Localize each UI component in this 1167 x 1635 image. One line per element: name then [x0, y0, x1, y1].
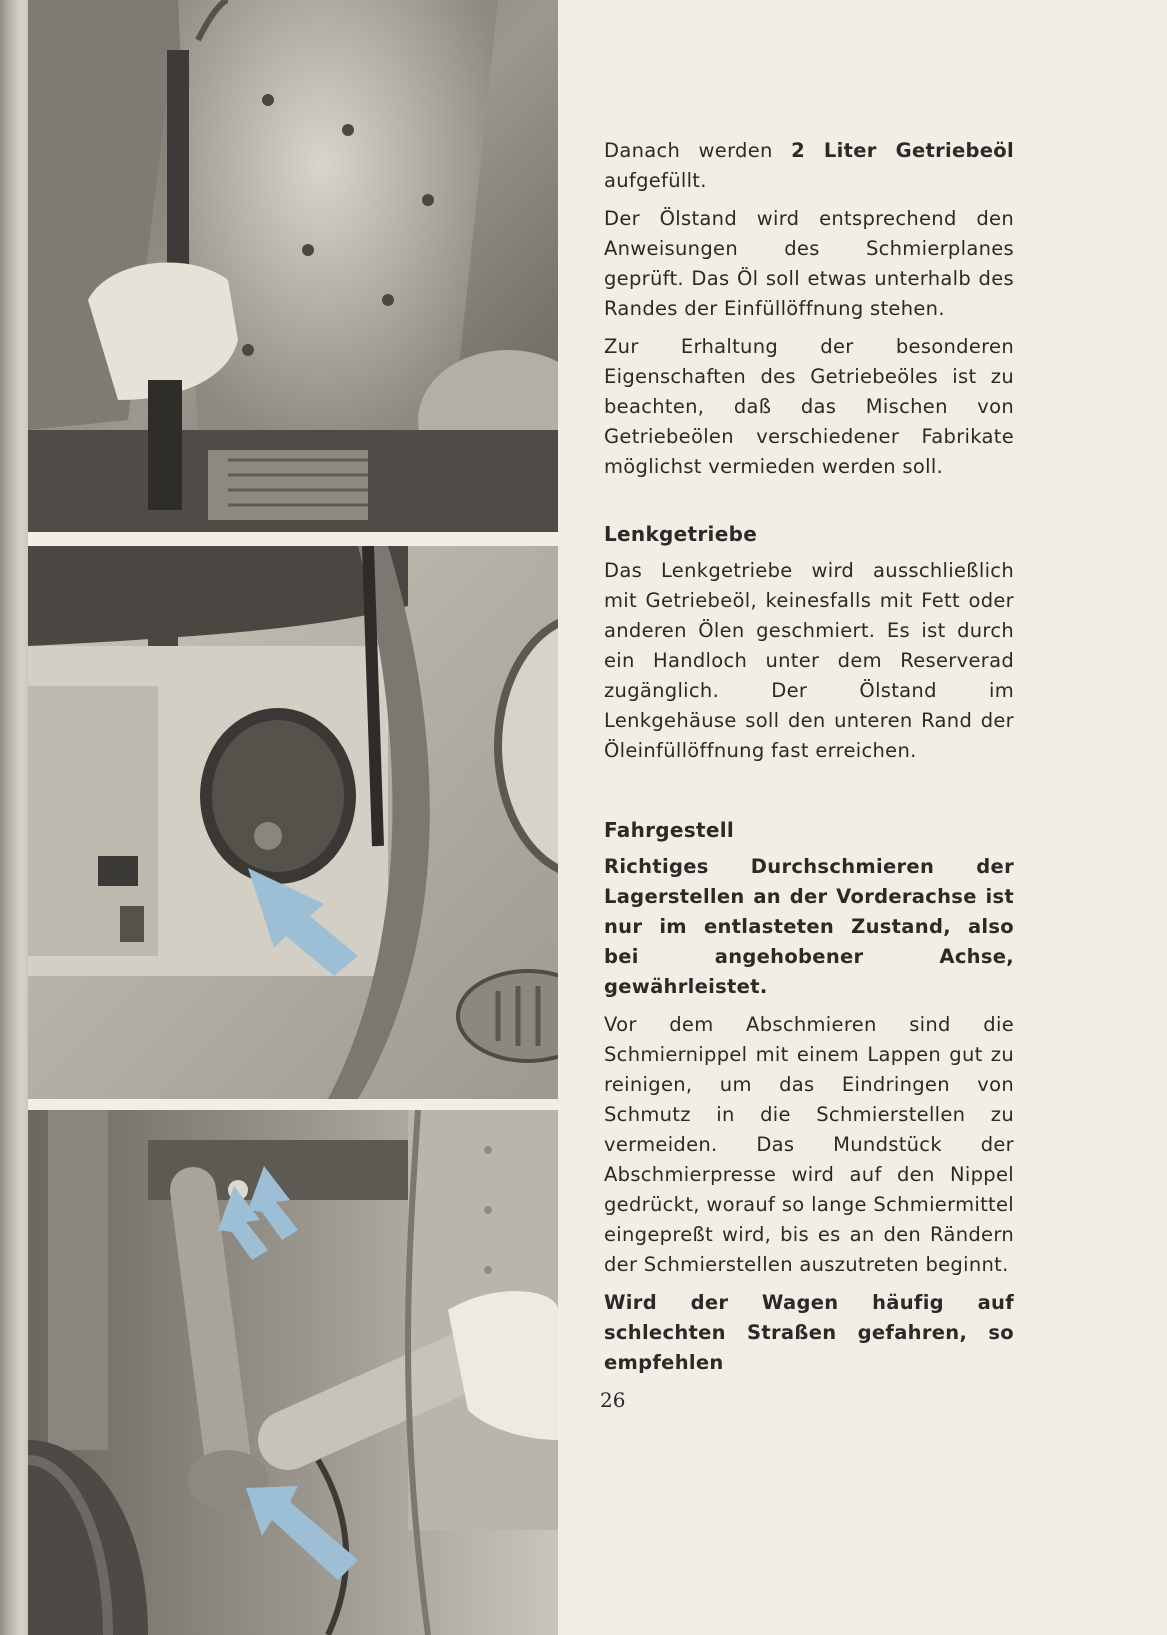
- section-fahrgestell: [604, 818, 1014, 1378]
- paragraph-text: aufgefüllt.: [604, 169, 707, 192]
- paragraph-lubrication: Vor dem Abschmieren sind die Schmiernippel mit einem Lappen gut zu reinigen, um das Eindringen von Schmutz in die Schmierstellen zu vermeiden. Das Mundstück der Abschmierpresse wird auf den Nippel gedrückt, worauf so lange Schmiermittel eingepreßt wird, bis es an den Rändern der Schmierstellen auszutreten beginnt.: [604, 1013, 1014, 1276]
- paragraph-steering: Das Lenkgetriebe wird ausschließlich mit Getriebeöl, keinesfalls mit Fett oder anderen Ölen geschmiert. Es ist durch ein Handloch unter dem Reserverad zugänglich. Der Ölstand im Lenkgehäuse soll den unteren Rand der Öleinfüllöffnung fast erreichen.: [604, 559, 1014, 762]
- section-heading: Fahrgestell: [604, 818, 735, 842]
- photo-steering-handhole: [28, 546, 558, 1099]
- text-block-oil: [604, 136, 1014, 482]
- paragraph-chassis-warning: Richtiges Durchschmieren der Lagerstellen an der Vorderachse ist nur im entlasteten Zustand, also bei angehobener Achse, gewährleistet.: [604, 855, 1014, 998]
- section-heading: Lenkgetriebe: [604, 522, 758, 546]
- paragraph-oil-fill: [604, 136, 1014, 196]
- paragraph-bold-text: 2 Liter Getriebeöl: [791, 139, 1014, 162]
- photo-gap: [28, 532, 558, 546]
- paragraph-oil-level: Der Ölstand wird entsprechend den Anweisungen des Schmierplanes geprüft. Das Öl soll etwas unterhalb des Randes der Einfüllöffnung stehen.: [604, 207, 1014, 320]
- paragraph-oil-mixing: Zur Erhaltung der besonderen Eigenschaften des Getriebeöles ist zu beachten, daß das Mischen von Getriebeölen verschiedener Fabrikate möglichst vermieden werden soll.: [604, 335, 1014, 478]
- paragraph-bad-roads: Wird der Wagen häufig auf schlechten Straßen gefahren, so empfehlen: [604, 1291, 1014, 1374]
- page-number: 26: [600, 1388, 626, 1412]
- page-binding: [0, 0, 30, 1635]
- paragraph-text: Danach werden: [604, 139, 792, 162]
- photo-front-axle-grease: [28, 1110, 558, 1635]
- photo-gap: [28, 1099, 558, 1110]
- section-lenkgetriebe: [604, 522, 1014, 766]
- photo-transmission: [28, 0, 558, 532]
